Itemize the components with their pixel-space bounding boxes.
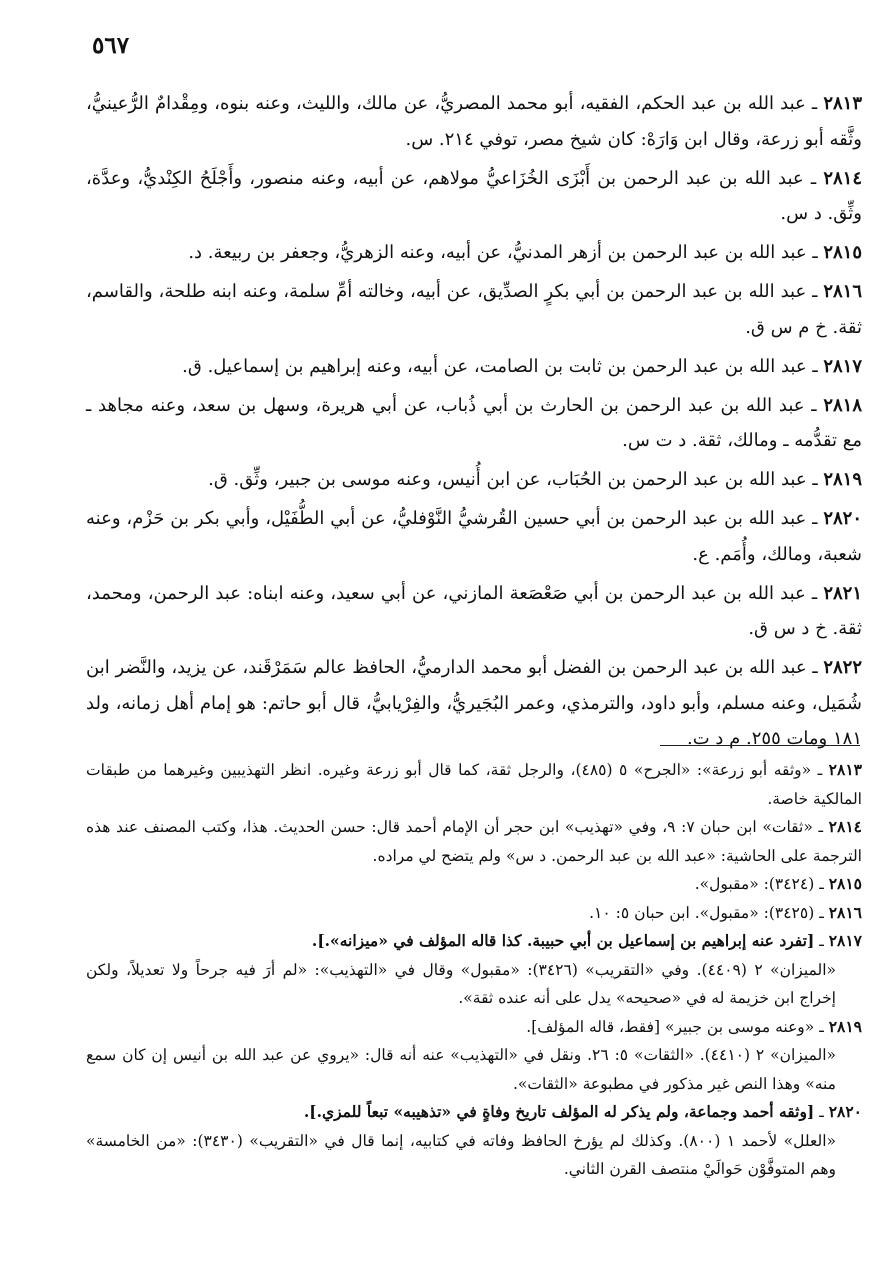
footnote-text: (٣٤٢٤): «مقبول». xyxy=(694,875,815,893)
entry-text: عبد الله بن عبد الرحمن بن أبي صَعْصَعة المازني، عن أبي سعيد، وعنه ابناه: عبد الرحمن، ومحمد، ثقة. خ د س ق. xyxy=(86,582,862,639)
entry-number: ٢٨٢١ xyxy=(823,582,862,604)
footnote: ٢٨١٤ ـ «ثقات» ابن حبان ٧: ٩، وفي «تهذيب» ابن حجر أن الإمام أحمد قال: حسن الحديث. هذا، وكتب المصنف عند هذه الترجمة على الحاشية: «عبد الله بن عبد الرحمن. د س» ولم يتضح لي مراده. xyxy=(86,817,862,865)
entry: ٢٨١٩ ـ عبد الله بن عبد الرحمن بن الحُبَاب، عن ابن أُنيس، وعنه موسى بن جبير، وثِّق. ق. xyxy=(208,469,862,490)
footnote-number: ٢٨١٦ xyxy=(828,902,862,922)
footnote-number: ٢٨٢٠ xyxy=(828,1102,862,1121)
entry: ٢٨٢١ ـ عبد الله بن عبد الرحمن بن أبي صَعْصَعة المازني، عن أبي سعيد، وعنه ابناه: عبد الرحمن، ومحمد، ثقة. خ د س ق. xyxy=(86,582,862,639)
footnote-text: [تفرد عنه إبراهيم بن إسماعيل بن أبي حبيبة. كذا قاله المؤلف في «ميزانه».]. xyxy=(311,931,815,950)
footnote-text: [وثقه أحمد وجماعة، ولم يذكر له المؤلف تاريخ وفاةٍ في «تذهيبه» تبعاً للمزي.]. xyxy=(303,1102,815,1121)
footnote: ٢٨١٥ ـ (٣٤٢٤): «مقبول». xyxy=(694,874,862,893)
footnote-number: ٢٨١٣ xyxy=(828,760,862,779)
footnote-text: «وثقه أبو زرعة»: «الجرح» ٥ (٤٨٥)، والرجل ثقة، كما قال أبو زرعة وغيره. انظر التهذيبين وغيرهما من طبقات المالكية خاصة. xyxy=(86,761,862,808)
footnote-text: (٣٤٢٥): «مقبول». ابن حبان ٥: ١٠. xyxy=(589,903,815,922)
footnote-continuation xyxy=(86,1041,862,1098)
page-number: ٥٦٧ xyxy=(92,32,130,59)
entry-number: ٢٨١٣ xyxy=(823,93,863,114)
entry: ٢٨١٥ ـ عبد الله بن عبد الرحمن بن أزهر المدنيُّ، عن أبيه، وعنه الزهريُّ، وجعفر بن ربيعة. د. xyxy=(188,242,862,263)
entry: ٢٨١٦ ـ عبد الله بن عبد الرحمن بن أبي بكرٍ الصدِّيق، عن أبيه، وخالته أمِّ سلمة، وعنه ابنه طلحة، والقاسم، ثقة. خ م س ق. xyxy=(86,281,863,338)
footnote-number: ٢٨١٤ xyxy=(828,817,862,836)
entry-text: عبد الله بن عبد الرحمن بن أبي حسين القُرشيُّ النَّوْفليُّ، عن أبي الطُّفَيْل، وأبي بكر بن حَزْم، وعنه شعبة، ومالك، وأُمَم. ع. xyxy=(86,508,862,565)
entry-text: عبد الله بن عبد الرحمن بن أبي بكرٍ الصدِّيق، عن أبيه، وخالته أمِّ سلمة، وعنه ابنه طلحة، والقاسم، ثقة. خ م س ق. xyxy=(86,281,862,338)
footnote-number: ٢٨١٩ xyxy=(828,1016,862,1036)
entry-text: عبد الله بن عبد الرحمن بن أزهر المدنيُّ، عن أبيه، وعنه الزهريُّ، وجعفر بن ربيعة. د. xyxy=(188,242,807,263)
entry-number: ٢٨١٤ xyxy=(823,167,863,189)
footnote-text: «العلل» لأحمد ١ (٨٠٠). وكذلك لم يؤرخ الحافظ وفاته في كتابيه، إنما قال في «التقريب» (٣٤٣٠): «من الخامسة» وهم المتوفَّوْن حَوالَيْ منتصف القرن الثاني. xyxy=(86,1131,836,1178)
footnote-continuation xyxy=(86,1127,862,1184)
entry: ٢٨١٨ ـ عبد الله بن عبد الرحمن بن الحارث بن أبي ذُباب، عن أبي هريرة، وسهل بن سعد، وعنه مجاهد ـ مع تقدُّمه ـ ومالك، ثقة. د ت س. xyxy=(86,394,863,451)
footnote-number: ٢٨١٥ xyxy=(828,874,862,893)
footnote: ٢٨١٦ ـ (٣٤٢٥): «مقبول». ابن حبان ٥: ١٠. xyxy=(589,902,862,922)
footnote-text: «الميزان» ٢ (٤٤١٠). «الثقات» ٥: ٢٦. ونقل في «التهذيب» عنه أنه قال: «يروي عن عبد الله بن أنيس إن كان سمع منه» وهذا النص غير مذكور في مطبوعة «الثقات». xyxy=(86,1046,836,1093)
entry-text: عبد الله بن عبد الرحمن بن الحُبَاب، عن ابن أُنيس، وعنه موسى بن جبير، وثِّق. ق. xyxy=(208,469,807,490)
footnote-text: «وعنه موسى بن جبير» [فقط، قاله المؤلف]. xyxy=(526,1017,815,1036)
footnote-continuation xyxy=(86,956,862,1013)
entry-text: عبد الله بن عبد الحكم، الفقيه، أبو محمد المصريُّ، عن مالك، والليث، وعنه بنوه، ومِقْدامٌ الرُّعينيُّ، وثَّقه أبو زرعة، وقال ابن وَارَهْ: كان شيخ مصر، توفي ٢١٤. س. xyxy=(86,93,862,150)
footnote: ٢٨١٣ ـ «وثقه أبو زرعة»: «الجرح» ٥ (٤٨٥)، والرجل ثقة، كما قال أبو زرعة وغيره. انظر التهذيبين وغيرهما من طبقات المالكية خاصة. xyxy=(86,760,862,808)
entry-number: ٢٨١٧ xyxy=(823,355,862,377)
footnote-text: «الميزان» ٢ (٤٤٠٩). وفي «التقريب» (٣٤٢٦): «مقبول» وقال في «التهذيب»: «لم أرَ فيه جرحاً ولا تعديلاً، ولكن إخراج ابن خزيمة له في «صحيحه» يدل على أنه عنده ثقة». xyxy=(86,960,836,1007)
entry: ٢٨١٧ ـ عبد الله بن عبد الرحمن بن ثابت بن الصامت، عن أبيه، وعنه إبراهيم بن إسماعيل. ق. xyxy=(182,355,862,377)
entry-number: ٢٨١٥ xyxy=(823,242,862,263)
entry-number: ٢٨١٩ xyxy=(823,469,862,490)
footnote-divider xyxy=(660,745,860,746)
entry-number: ٢٨١٨ xyxy=(823,394,863,416)
entry: ٢٨٢٠ ـ عبد الله بن عبد الرحمن بن أبي حسين القُرشيُّ النَّوْفليُّ، عن أبي الطُّفَيْل، وأبي بكر بن حَزْم، وعنه شعبة، ومالك، وأُمَم. ع. xyxy=(86,508,862,565)
entry-number: ٢٨٢٢ xyxy=(823,657,862,678)
entry: ٢٨٢٢ ـ عبد الله بن عبد الرحمن بن الفضل أبو محمد الدارميُّ، الحافظ عالم سَمَرْقَند، عن يزيد، والنَّضر ابن شُمَيل، وعنه مسلم، وأبو داود، والترمذي، وعمر البُجَيريُّ، والفِرْيابيُّ، قال أبو حاتم: هو إمام أهل زمانه، ولد ١٨١ ومات ٢٥٥. م د ت. xyxy=(86,657,862,749)
entry: ٢٨١٣ ـ عبد الله بن عبد الحكم، الفقيه، أبو محمد المصريُّ، عن مالك، والليث، وعنه بنوه، ومِقْدامٌ الرُّعينيُّ، وثَّقه أبو زرعة، وقال ابن وَارَهْ: كان شيخ مصر، توفي ٢١٤. س. xyxy=(86,93,863,150)
footnote: ٢٨١٧ ـ [تفرد عنه إبراهيم بن إسماعيل بن أبي حبيبة. كذا قاله المؤلف في «ميزانه».]. xyxy=(311,931,862,950)
footnote-text: «ثقات» ابن حبان ٧: ٩، وفي «تهذيب» ابن حجر أن الإمام أحمد قال: حسن الحديث. هذا، وكتب المصنف عند هذه الترجمة على الحاشية: «عبد الله بن عبد الرحمن. د س» ولم يتضح لي مراده. xyxy=(86,818,862,865)
footnote-number: ٢٨١٧ xyxy=(828,931,862,950)
footnote: ٢٨١٩ ـ «وعنه موسى بن جبير» [فقط، قاله المؤلف]. xyxy=(526,1016,862,1036)
entry: ٢٨١٤ ـ عبد الله بن عبد الرحمن بن أَبْزَى الخُزَاعيُّ مولاهم، عن أبيه، وعنه منصور، وأَجْلَحُ الكِنْديُّ، وعدَّة، وثِّق. د س. xyxy=(86,167,863,224)
entry-number: ٢٨٢٠ xyxy=(823,508,862,529)
main-text xyxy=(86,86,862,760)
entry-text: عبد الله بن عبد الرحمن بن أَبْزَى الخُزَاعيُّ مولاهم، عن أبيه، وعنه منصور، وأَجْلَحُ الكِنْديُّ، وعدَّة، وثِّق. د س. xyxy=(86,167,862,224)
footnotes xyxy=(86,756,862,1184)
entry-text: عبد الله بن عبد الرحمن بن الفضل أبو محمد الدارميُّ، الحافظ عالم سَمَرْقَند، عن يزيد، والنَّضر ابن شُمَيل، وعنه مسلم، وأبو داود، والترمذي، وعمر البُجَيريُّ، والفِرْيابيُّ، قال أبو حاتم: هو إمام أهل زمانه، ولد ١٨١ ومات ٢٥٥. م د ت. xyxy=(86,657,862,749)
footnote: ٢٨٢٠ ـ [وثقه أحمد وجماعة، ولم يذكر له المؤلف تاريخ وفاةٍ في «تذهيبه» تبعاً للمزي.]. xyxy=(303,1102,862,1121)
entry-number: ٢٨١٦ xyxy=(823,281,863,302)
entry-text: عبد الله بن عبد الرحمن بن الحارث بن أبي ذُباب، عن أبي هريرة، وسهل بن سعد، وعنه مجاهد ـ مع تقدُّمه ـ ومالك، ثقة. د ت س. xyxy=(86,394,862,451)
entry-text: عبد الله بن عبد الرحمن بن ثابت بن الصامت، عن أبيه، وعنه إبراهيم بن إسماعيل. ق. xyxy=(182,355,807,377)
